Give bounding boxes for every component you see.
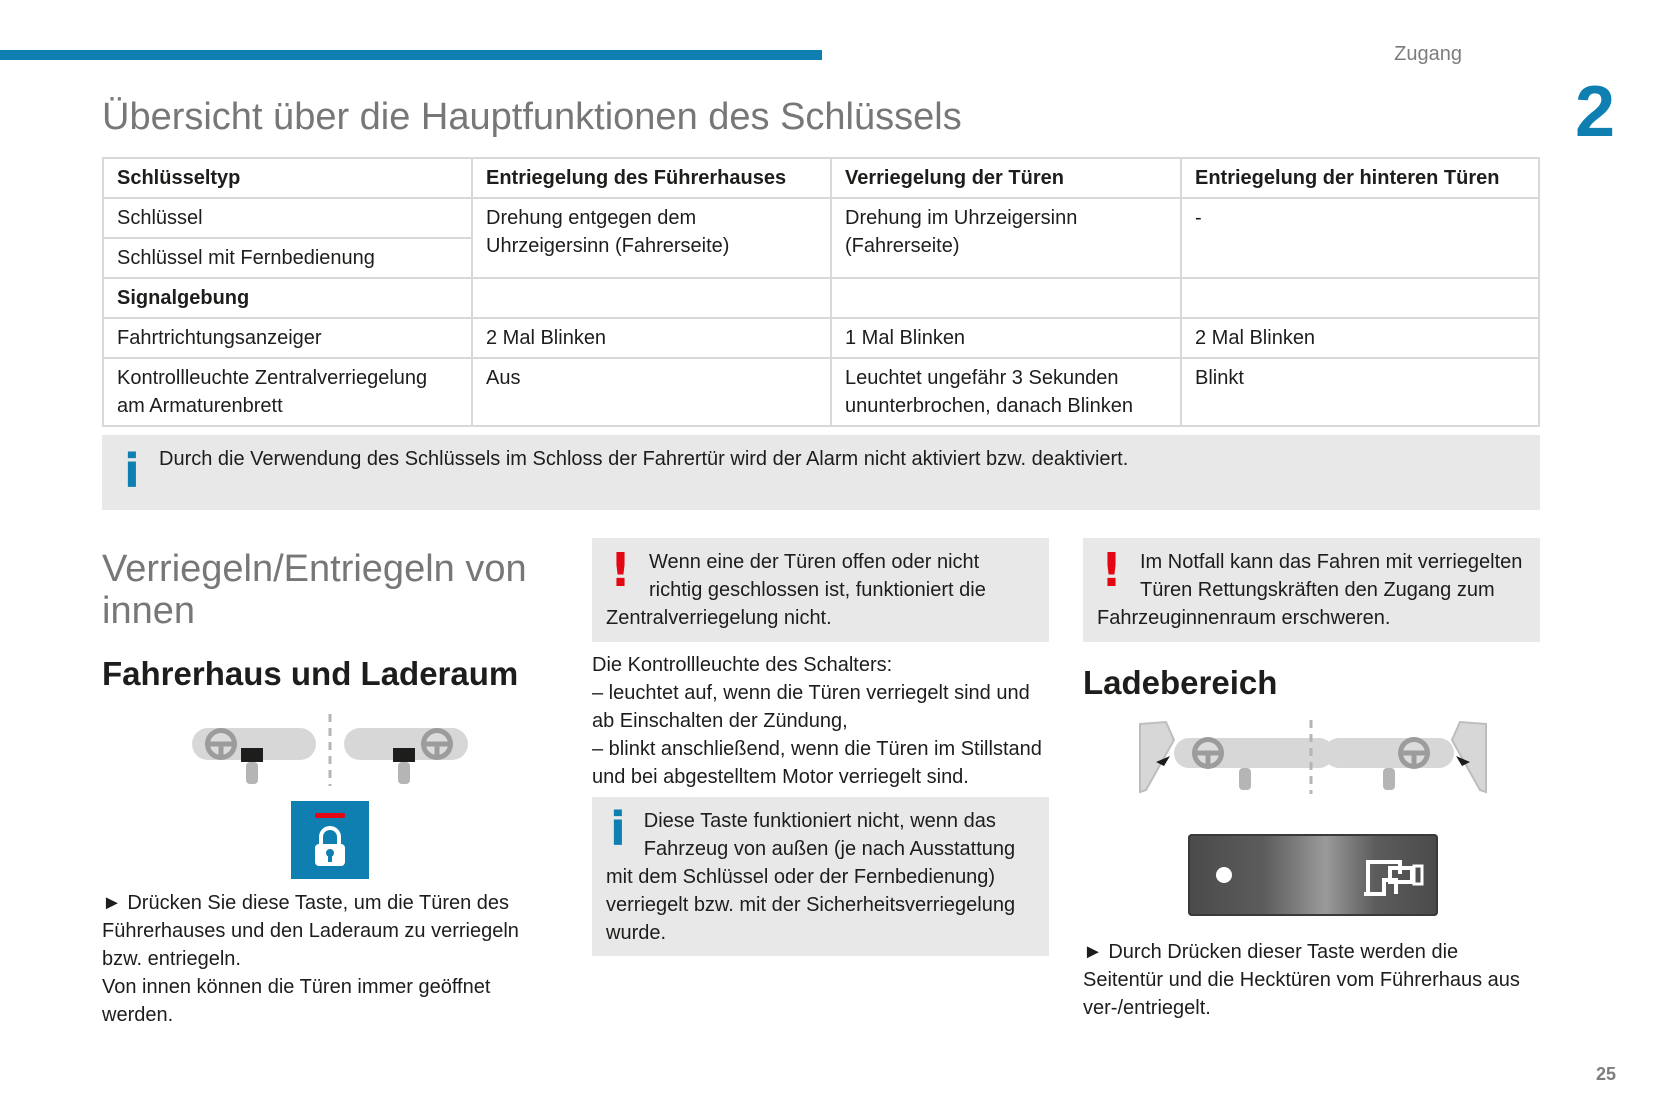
table-row	[103, 278, 1539, 318]
lamp-intro: Die Kontrollleuchte des Schalters:	[592, 654, 893, 676]
page-number: 25	[1596, 1064, 1617, 1084]
note-text: Von innen können die Türen immer geöffnet werden.	[102, 976, 491, 1026]
table-cell: Blinkt	[1181, 358, 1539, 426]
table-cell: Schlüssel	[103, 198, 472, 238]
cargo-door-icon	[1362, 854, 1426, 898]
table-cell: Aus	[472, 358, 831, 426]
section-heading: Verriegeln/Entriegeln von innen	[102, 548, 527, 632]
table-cell	[1181, 278, 1539, 318]
table-cell: Fahrtrichtungsanzeiger	[103, 318, 472, 358]
warning-text: Wenn eine der Türen offen oder nicht richtig geschlossen ist, funktioniert die Zentralverriegelung nicht.	[606, 551, 986, 629]
dashboard-cab-illustration	[188, 712, 478, 786]
warning-box	[1083, 538, 1540, 642]
chapter-number: 2	[1575, 72, 1616, 152]
info-box	[592, 797, 1049, 956]
table-section-cell: Signalgebung	[103, 278, 472, 318]
table-cell: Kontrollleuchte Zentralverriegelung am Armaturenbrett	[103, 358, 472, 426]
info-icon: i	[124, 444, 140, 498]
table-row	[103, 358, 1539, 426]
instruction-text: ► Drücken Sie diese Taste, um die Türen des Führerhauses und den Laderaum zu verriegeln bzw. entriegeln.	[102, 892, 519, 970]
warning-box	[592, 538, 1049, 642]
exclamation-icon: !	[610, 543, 631, 597]
padlock-icon	[312, 825, 348, 869]
table-row	[103, 318, 1539, 358]
page-title: Übersicht über die Hauptfunktionen des Schlüssels	[102, 96, 962, 138]
subsection-heading: Fahrerhaus und Laderaum	[102, 655, 519, 692]
table-cell: Leuchtet ungefähr 3 Sekunden ununterbrochen, danach Blinken	[831, 358, 1181, 426]
subsection-heading: Ladebereich	[1083, 664, 1278, 701]
table-header: Entriegelung des Führerhauses	[472, 158, 831, 198]
table-cell: 2 Mal Blinken	[1181, 318, 1539, 358]
table-cell: Schlüssel mit Fernbedienung	[103, 238, 472, 278]
info-banner	[102, 435, 1540, 510]
status-light	[315, 813, 345, 818]
table-header: Entriegelung der hinteren Türen	[1181, 158, 1539, 198]
info-icon: i	[610, 802, 626, 856]
status-light	[1216, 867, 1232, 883]
table-header-row	[103, 158, 1539, 198]
left-instructions	[102, 889, 542, 1029]
exclamation-icon: !	[1101, 543, 1122, 597]
info-banner-text: Durch die Verwendung des Schlüssels im Schloss der Fahrertür wird der Alarm nicht aktiviert bzw. deaktiviert.	[159, 448, 1129, 470]
instruction-text: ► Durch Drücken dieser Taste werden die Seitentür und die Hecktüren vom Führerhaus aus ver-/entriegelt.	[1083, 941, 1520, 1019]
table-cell: 1 Mal Blinken	[831, 318, 1181, 358]
table-cell: Drehung im Uhrzeigersinn (Fahrerseite)	[831, 198, 1181, 278]
info-text: Diese Taste funktioniert nicht, wenn das Fahrzeug von außen (je nach Ausstattung mit dem Schlüssel oder der Fernbedienung) verriegelt bzw. mit der Sicherheitsverriegelung wurde.	[606, 810, 1016, 944]
table-cell	[831, 278, 1181, 318]
key-functions-table	[102, 157, 1540, 427]
warning-text: Im Notfall kann das Fahren mit verriegelten Türen Rettungskräften den Zugang zum Fahrzeuginnenraum erschweren.	[1097, 551, 1523, 629]
left-column	[102, 548, 542, 692]
table-cell: -	[1181, 198, 1539, 278]
table-cell	[472, 278, 831, 318]
central-lock-button	[291, 801, 369, 879]
table-cell: Drehung entgegen dem Uhrzeigersinn (Fahrerseite)	[472, 198, 831, 278]
section-label: Zugang	[1394, 43, 1462, 65]
header-accent-bar	[0, 50, 822, 60]
list-item: – blinkt anschließend, wenn die Türen im Stillstand und bei abgestelltem Motor verriegelt sind.	[592, 738, 1042, 788]
dashboard-load-illustration	[1138, 718, 1488, 796]
table-header: Schlüsseltyp	[103, 158, 472, 198]
table-row	[103, 198, 1539, 238]
list-item: – leuchtet auf, wenn die Türen verriegelt sind und ab Einschalten der Zündung,	[592, 682, 1030, 732]
right-instructions	[1083, 938, 1543, 1022]
table-header: Verriegelung der Türen	[831, 158, 1181, 198]
table-cell: 2 Mal Blinken	[472, 318, 831, 358]
load-area-lock-button	[1188, 834, 1438, 916]
lamp-description	[592, 651, 1057, 791]
